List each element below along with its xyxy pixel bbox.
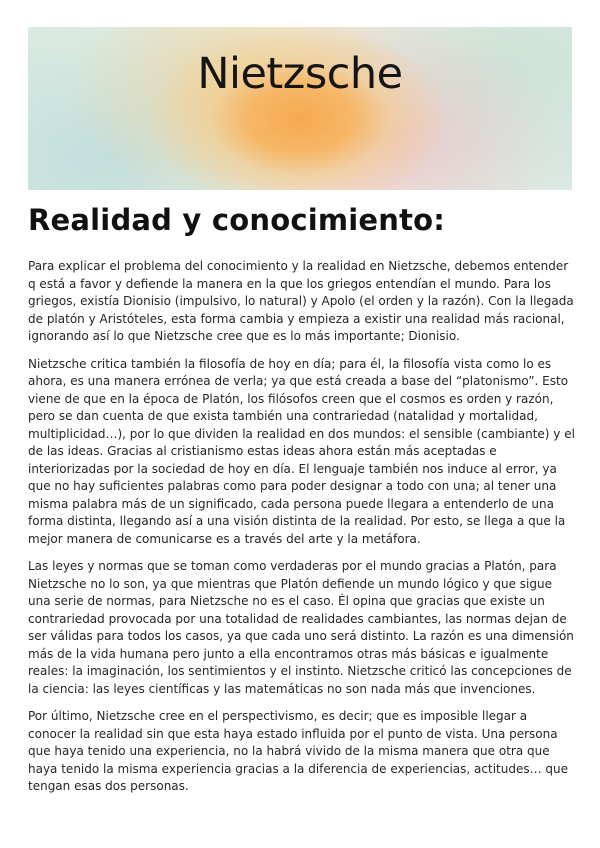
paragraph: Para explicar el problema del conocimiento y la realidad en Nietzsche, debemos entender q está a favor y defiende la manera en la que los griegos entendían el mundo. Para los griegos, existía Dionisio (impulsivo, lo natural) y Apolo (el orden y la razón). Con la llegada de platón y Aristóteles, esta forma cambia y empieza a existir una realidad más racional, ignorando así lo que Nietzsche cree que es lo más importante; Dionisio. xyxy=(28,259,574,343)
section-heading: Realidad y conocimiento: xyxy=(28,203,446,237)
paragraph: Nietzsche critica también la filosofía de hoy en día; para él, la filosofía vista como lo es ahora, es una manera errónea de verla; ya que está creada a base del “platonismo”. Esto viene de que en la época de Platón, los filósofos creen que el cosmos es orden y razón, pero se dan cuenta de que exista también una contrariedad (natalidad y mortalidad, multiplicidad…), por lo que dividen la realidad en dos mundos: el sensible (cambiante) y el de las ideas. Gracias al cristianismo estas ideas ahora están más aceptadas e interiorizadas por la sociedad de hoy en día. El lenguaje también nos induce al error, ya que no hay suficientes palabras como para poder designar a todo con una; al tener una misma palabra más de un significado, cada persona puede llegara a entenderlo de una forma distinta, llegando así a una visión distinta de la realidad. Por esto, se llega a que la mejor manera de comunicarse es a través del arte y la metáfora. xyxy=(28,356,575,546)
paragraph: Por último, Nietzsche cree en el perspectivismo, es decir; que es imposible llegar a conocer la realidad sin que esta haya estado influida por el punto de vista. Una persona que haya tenido una experiencia, no la habrá vivido de la misma manera que otra que haya tenido la misma experiencia gracias a la diferencia de experiencias, actitudes… que tengan esas dos personas. xyxy=(28,709,569,793)
paragraph: Las leyes y normas que se toman como verdaderas por el mundo gracias a Platón, para Nietzsche no lo son, ya que mientras que Platón defiende un mundo lógico y que sigue una serie de normas, para Nietzsche no es el caso. Él opina que gracias que existe un contrariedad provocada por una totalidad de realidades cambiantes, las normas dejan de ser válidas para todos los casos, ya que cada uno será distinto. La razón es una dimensión más de la vida humana pero junto a ella encontramos otras más básicas e igualmente reales: la imaginación, los sentimientos y el instinto. Nietzsche criticó las concepciones de la ciencia: las leyes científicas y las matemáticas no son nada más que invenciones. xyxy=(28,559,574,696)
banner-title: Nietzsche xyxy=(197,49,403,99)
title-banner xyxy=(28,27,572,190)
document-body xyxy=(28,258,576,806)
